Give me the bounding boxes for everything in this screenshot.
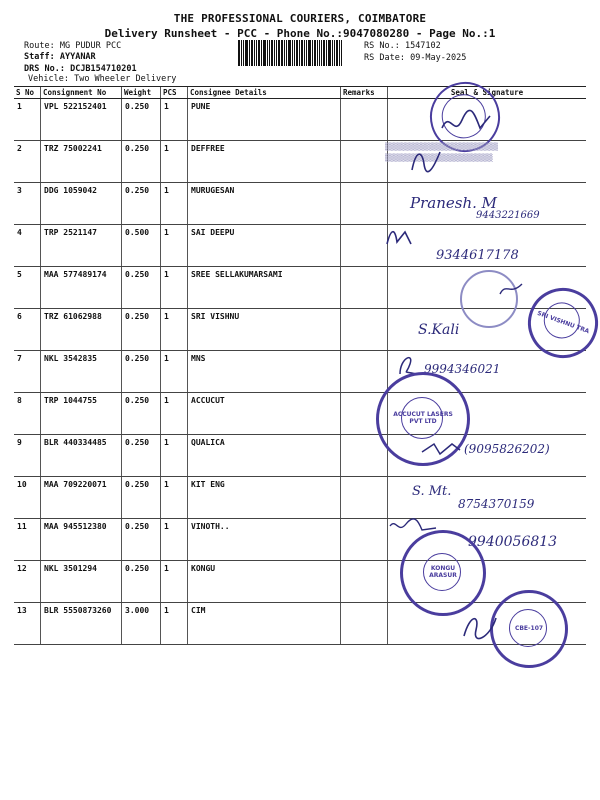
cell-weight: 0.250 [122, 351, 161, 393]
barcode-bar [276, 40, 277, 66]
barcode-bar [321, 40, 322, 66]
cell-consignee: KONGU [188, 561, 341, 603]
col-pcs: PCS [161, 87, 188, 99]
row13-signature [460, 610, 500, 640]
barcode-bar [284, 40, 285, 66]
row5-signature [498, 280, 524, 298]
col-weight: Weight [122, 87, 161, 99]
barcode-bar [251, 40, 253, 66]
cell-weight: 0.250 [122, 141, 161, 183]
vehicle-line [28, 74, 176, 84]
row13-seal-stamp [490, 590, 568, 668]
barcode-bar [301, 40, 303, 66]
cell-pcs: 1 [161, 351, 188, 393]
row1-signature [440, 108, 492, 138]
barcode [238, 40, 354, 66]
cell-weight: 0.250 [122, 267, 161, 309]
rs-no-label: RS No.: [364, 41, 400, 51]
cell-consignee: SRI VISHNU [188, 309, 341, 351]
cell-weight: 0.250 [122, 309, 161, 351]
barcode-bar [319, 40, 320, 66]
barcode-bar [278, 40, 280, 66]
cell-weight: 0.250 [122, 561, 161, 603]
cell-consignment: MAA 709220071 [41, 477, 122, 519]
cell-remarks [341, 561, 388, 603]
cell-consignment: TRZ 75002241 [41, 141, 122, 183]
cell-remarks [341, 309, 388, 351]
cell-sno: 1 [14, 99, 41, 141]
barcode-bar [288, 40, 291, 66]
barcode-bar [341, 40, 342, 66]
cell-consignee: QUALICA [188, 435, 341, 477]
rs-date-line [364, 53, 466, 63]
row9-handwritten-phone: (9095826202) [464, 442, 550, 456]
cell-pcs: 1 [161, 141, 188, 183]
row8-seal-text: ACCUCUT LASERS PVT LTD [393, 411, 453, 425]
barcode-bar [263, 40, 266, 66]
cell-consignee: MNS [188, 351, 341, 393]
barcode-bar [339, 40, 340, 66]
cell-pcs: 1 [161, 477, 188, 519]
row6-handwritten-name: S.Kali [418, 322, 460, 338]
cell-remarks [341, 351, 388, 393]
cell-pcs: 1 [161, 393, 188, 435]
barcode-bar [294, 40, 295, 66]
rs-no-line [364, 41, 441, 51]
row2-faded-stamp-line2: ▒▒▒▒▒▒▒▒▒▒▒▒▒▒▒▒▒▒▒▒ [385, 154, 493, 162]
col-consignment: Consignment No [41, 87, 122, 99]
cell-sno: 5 [14, 267, 41, 309]
barcode-bar [286, 40, 287, 66]
barcode-bar [274, 40, 275, 66]
cell-consignment: TRZ 61062988 [41, 309, 122, 351]
cell-sno: 9 [14, 435, 41, 477]
route-line [24, 41, 121, 51]
cell-pcs: 1 [161, 603, 188, 645]
cell-sno: 13 [14, 603, 41, 645]
row10-handwritten-phone: 8754370159 [458, 497, 535, 511]
cell-consignee: CIM [188, 603, 341, 645]
cell-pcs: 1 [161, 99, 188, 141]
cell-consignee: ACCUCUT [188, 393, 341, 435]
row12-seal-text: KONGU ARASUR [429, 565, 457, 579]
cell-consignment: TRP 1044755 [41, 393, 122, 435]
row3-handwritten-phone: 9443221669 [476, 210, 540, 221]
cell-sno: 10 [14, 477, 41, 519]
row4-signature [385, 226, 415, 248]
cell-weight: 0.250 [122, 183, 161, 225]
barcode-bar [323, 40, 325, 66]
row12-seal-stamp [400, 530, 486, 616]
barcode-bar [241, 40, 242, 66]
cell-sno: 12 [14, 561, 41, 603]
vehicle-label: Vehicle: [28, 74, 69, 84]
col-seal-signature: Seal & Signature [388, 87, 587, 99]
barcode-bar [254, 40, 255, 66]
cell-remarks [341, 603, 388, 645]
barcode-bar [281, 40, 283, 66]
staff-line [24, 52, 96, 62]
row2-faded-stamp: ▒▒▒▒▒▒▒▒▒▒▒▒▒▒▒▒▒▒▒▒▒ [385, 143, 499, 151]
cell-consignee: VINOTH.. [188, 519, 341, 561]
cell-pcs: 1 [161, 435, 188, 477]
cell-sno: 6 [14, 309, 41, 351]
cell-consignee: SAI DEEPU [188, 225, 341, 267]
table-row [14, 393, 586, 435]
cell-weight: 0.500 [122, 225, 161, 267]
drs-label: DRS No.: [24, 64, 65, 74]
barcode-bar [299, 40, 300, 66]
cell-consignment: MAA 945512380 [41, 519, 122, 561]
barcode-bar [292, 40, 293, 66]
cell-weight: 0.250 [122, 435, 161, 477]
barcode-bar [304, 40, 305, 66]
staff-label: Staff: [24, 52, 55, 62]
cell-remarks [341, 141, 388, 183]
row3-handwritten-name: Pranesh. M [410, 194, 497, 212]
cell-remarks [341, 183, 388, 225]
cell-remarks [341, 225, 388, 267]
drs-value: DCJB154710201 [70, 64, 137, 74]
row9-signature [420, 440, 462, 458]
staff-value: AYYANAR [59, 52, 96, 62]
cell-remarks [341, 519, 388, 561]
cell-remarks [341, 477, 388, 519]
barcode-bar [243, 40, 244, 66]
row11-handwritten-phone: 9940056813 [468, 534, 558, 550]
cell-sno: 3 [14, 183, 41, 225]
barcode-bar [328, 40, 331, 66]
route-value: MG PUDUR PCC [59, 41, 122, 51]
table-row [14, 141, 586, 183]
row13-seal-text: CBE-107 [514, 624, 544, 632]
row2-signature [408, 146, 444, 174]
barcode-bar [314, 40, 316, 66]
barcode-bar [317, 40, 318, 66]
barcode-bar [312, 40, 313, 66]
col-remarks: Remarks [341, 87, 388, 99]
barcode-bar [267, 40, 268, 66]
cell-consignment: BLR 5550873260 [41, 603, 122, 645]
cell-sno: 7 [14, 351, 41, 393]
barcode-bar [271, 40, 273, 66]
barcode-bar [332, 40, 333, 66]
table-row [14, 561, 586, 603]
cell-pcs: 1 [161, 519, 188, 561]
cell-pcs: 1 [161, 309, 188, 351]
cell-sno: 11 [14, 519, 41, 561]
cell-sno: 8 [14, 393, 41, 435]
rs-no-value: 1547102 [404, 41, 441, 51]
cell-sno: 2 [14, 141, 41, 183]
company-title: THE PROFESSIONAL COURIERS, COIMBATORE [173, 12, 427, 25]
row4-handwritten-phone: 9344617178 [436, 248, 519, 263]
barcode-bar [269, 40, 270, 66]
route-label: Route: [24, 41, 55, 51]
col-sno: S No [14, 87, 41, 99]
cell-weight: 0.250 [122, 99, 161, 141]
col-consignee: Consignee Details [188, 87, 341, 99]
table-header-row [14, 87, 586, 99]
cell-weight: 3.000 [122, 603, 161, 645]
rs-date-value: 09-May-2025 [410, 53, 467, 63]
cell-consignee: DEFFREE [188, 141, 341, 183]
barcode-bar [306, 40, 307, 66]
barcode-bar [296, 40, 298, 66]
cell-consignment: TRP 2521147 [41, 225, 122, 267]
barcode-bar [336, 40, 338, 66]
barcode-bar [238, 40, 240, 66]
cell-consignment: DDG 1059042 [41, 183, 122, 225]
cell-consignment: BLR 440334485 [41, 435, 122, 477]
cell-consignment: NKL 3501294 [41, 561, 122, 603]
cell-consignee: SREE SELLAKUMARSAMI [188, 267, 341, 309]
barcode-bar [326, 40, 327, 66]
rs-date-label: RS Date: [364, 53, 405, 63]
cell-pcs: 1 [161, 267, 188, 309]
cell-sno: 4 [14, 225, 41, 267]
barcode-bar [249, 40, 250, 66]
cell-remarks [341, 99, 388, 141]
cell-pcs: 1 [161, 561, 188, 603]
row10-handwritten-name: S. Mt. [412, 484, 452, 499]
runsheet-subtitle: Delivery Runsheet - PCC - Phone No.:9047080280 - Page No.:1 [104, 27, 496, 40]
cell-consignee: PUNE [188, 99, 341, 141]
barcode-bar [245, 40, 248, 66]
row5-faded-seal [460, 270, 518, 328]
cell-pcs: 1 [161, 225, 188, 267]
cell-remarks [341, 267, 388, 309]
cell-pcs: 1 [161, 183, 188, 225]
barcode-bar [308, 40, 311, 66]
barcode-bar [258, 40, 260, 66]
row6-seal-text: SRI VISHNU TRA [536, 309, 591, 335]
table-row [14, 99, 586, 141]
cell-consignee: KIT ENG [188, 477, 341, 519]
drs-line [24, 64, 137, 74]
cell-weight: 0.250 [122, 519, 161, 561]
barcode-bar [261, 40, 262, 66]
cell-consignee: MURUGESAN [188, 183, 341, 225]
vehicle-value: Two Wheeler Delivery [74, 74, 177, 84]
cell-consignment: MAA 577489174 [41, 267, 122, 309]
barcode-bar [256, 40, 257, 66]
cell-consignment: NKL 3542835 [41, 351, 122, 393]
row7-handwritten-phone: 9994346021 [424, 362, 501, 376]
cell-consignment: VPL 522152401 [41, 99, 122, 141]
cell-weight: 0.250 [122, 477, 161, 519]
barcode-bar [334, 40, 335, 66]
cell-weight: 0.250 [122, 393, 161, 435]
